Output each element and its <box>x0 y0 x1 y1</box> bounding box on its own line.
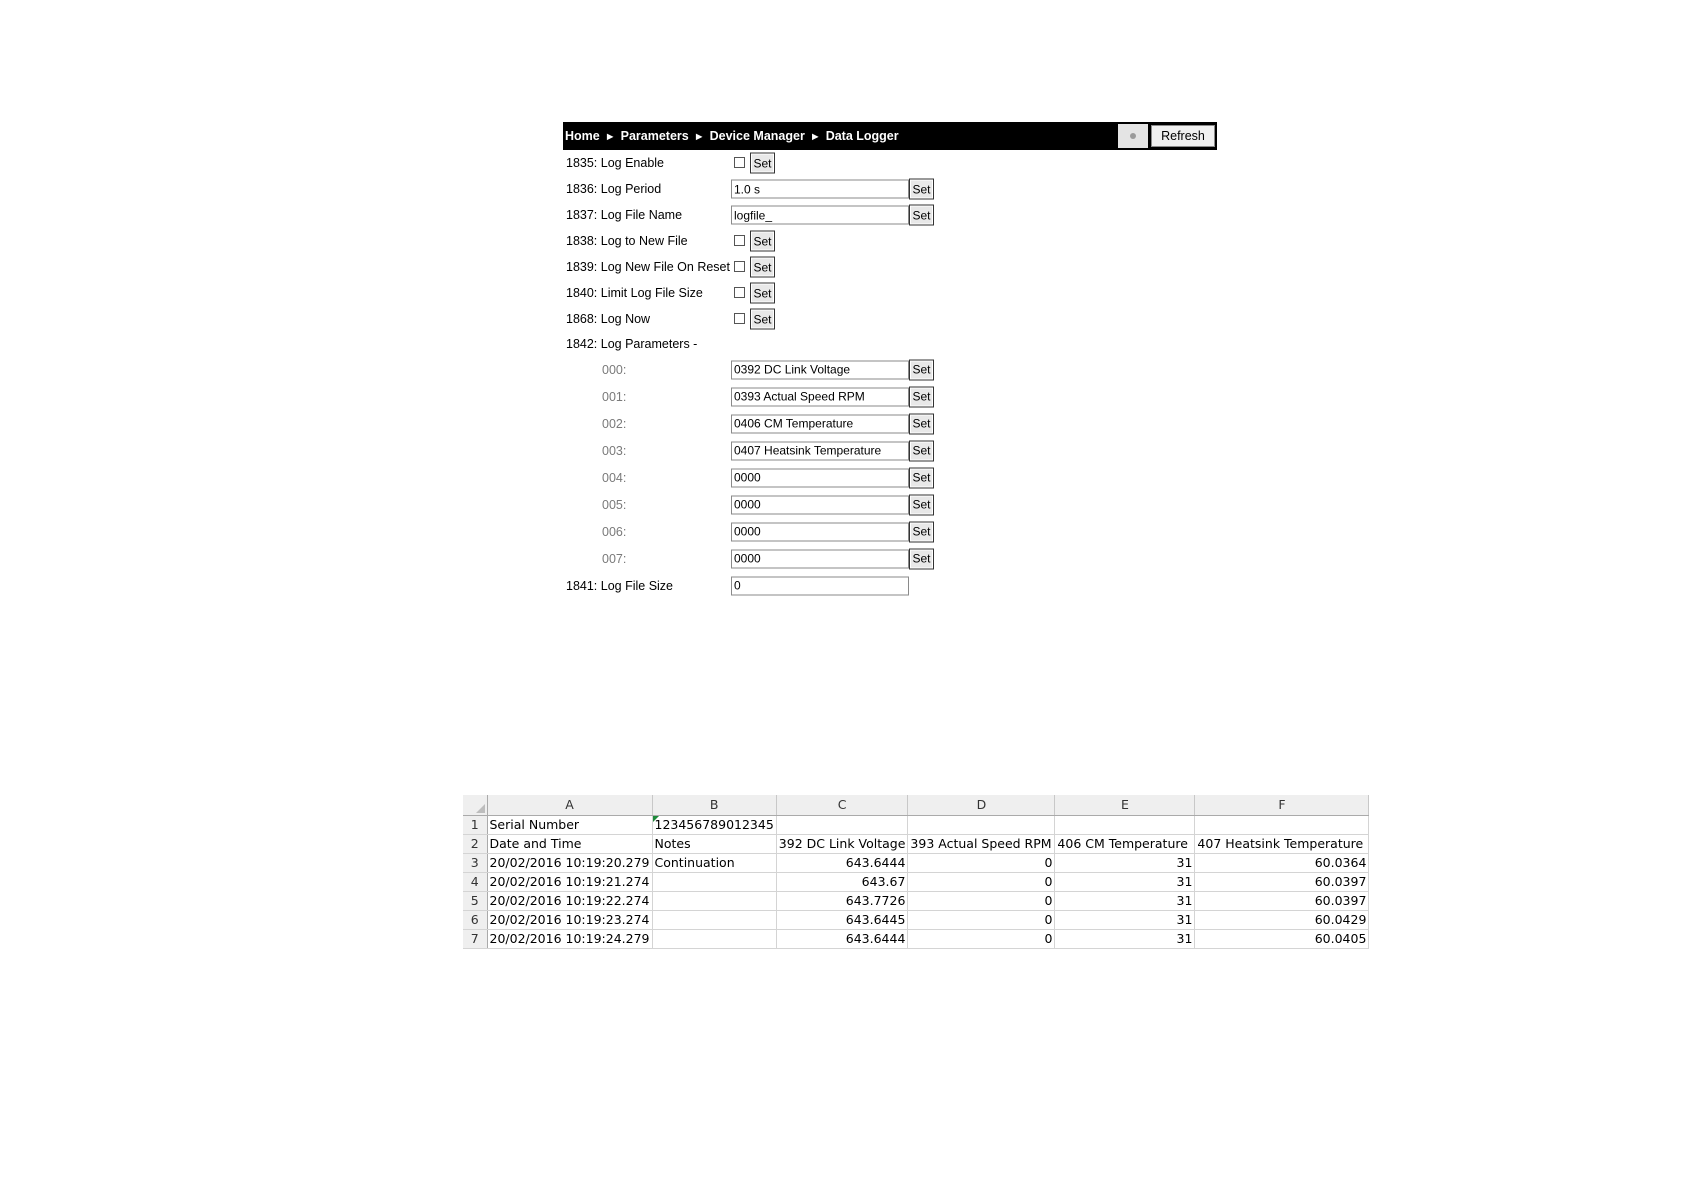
log-param-row <box>563 464 1217 491</box>
limit-log-file-size-set-button[interactable]: Set <box>750 283 775 304</box>
param-label: 1868: Log Now <box>566 312 651 326</box>
row-header[interactable]: 2 <box>463 834 487 853</box>
cell[interactable] <box>908 815 1055 834</box>
param-label: 1841: Log File Size <box>566 578 674 593</box>
breadcrumb <box>563 129 899 143</box>
param-row-log-period <box>563 176 1217 202</box>
breadcrumb-separator: ► <box>693 131 705 143</box>
cell[interactable]: 60.0405 <box>1195 929 1369 948</box>
cell[interactable] <box>652 891 776 910</box>
cell[interactable]: 123456789012345 <box>652 815 776 834</box>
column-header[interactable]: D <box>908 795 1055 815</box>
log-param-001-input[interactable] <box>731 387 909 406</box>
cell[interactable]: 643.67 <box>776 872 908 891</box>
cell[interactable]: 60.0397 <box>1195 891 1369 910</box>
log-now-set-button[interactable]: Set <box>750 309 775 330</box>
column-header[interactable]: F <box>1195 795 1369 815</box>
status-dot-icon <box>1130 133 1136 139</box>
column-header[interactable]: B <box>652 795 776 815</box>
log-param-006-input[interactable] <box>731 522 909 541</box>
log-param-index: 005: <box>602 497 627 512</box>
log-new-file-on-reset-set-button[interactable]: Set <box>750 257 775 278</box>
log-to-new-file-set-button[interactable]: Set <box>750 231 775 252</box>
param-row-log-to-new-file <box>563 228 1217 254</box>
table-row <box>463 910 1369 929</box>
breadcrumb-data-logger: Data Logger <box>825 129 899 143</box>
cell[interactable]: Notes <box>652 834 776 853</box>
spreadsheet-grid <box>463 795 1369 949</box>
log-param-row <box>563 410 1217 437</box>
cell[interactable] <box>652 929 776 948</box>
cell[interactable]: Date and Time <box>487 834 652 853</box>
cell[interactable] <box>1195 815 1369 834</box>
log-file-name-input[interactable] <box>731 206 909 225</box>
select-all-corner[interactable] <box>463 795 487 815</box>
log-file-name-set-button[interactable]: Set <box>909 205 934 226</box>
param-row-log-file-name <box>563 202 1217 228</box>
log-param-row <box>563 545 1217 572</box>
log-param-004-set-button[interactable]: Set <box>909 467 934 488</box>
refresh-button[interactable]: Refresh <box>1151 125 1215 147</box>
log-period-set-button[interactable]: Set <box>909 179 934 200</box>
log-now-checkbox[interactable] <box>734 313 745 324</box>
column-header[interactable]: C <box>776 795 908 815</box>
cell[interactable]: 0 <box>908 872 1055 891</box>
cell[interactable]: 0 <box>908 929 1055 948</box>
cell[interactable]: 60.0397 <box>1195 872 1369 891</box>
param-label: 1837: Log File Name <box>566 208 683 222</box>
table-row <box>463 815 1369 834</box>
log-param-002-set-button[interactable]: Set <box>909 413 934 434</box>
param-label: 1842: Log Parameters - <box>566 337 698 351</box>
row-header[interactable]: 4 <box>463 872 487 891</box>
log-param-003-input[interactable] <box>731 441 909 460</box>
breadcrumb-device-manager[interactable]: Device Manager <box>709 129 805 143</box>
cell[interactable]: 20/02/2016 10:19:24.279 <box>487 929 652 948</box>
data-logger-panel <box>563 122 1217 599</box>
log-param-row <box>563 437 1217 464</box>
log-param-005-input[interactable] <box>731 495 909 514</box>
log-param-001-set-button[interactable]: Set <box>909 386 934 407</box>
log-enable-checkbox[interactable] <box>734 157 745 168</box>
cell[interactable]: 20/02/2016 10:19:23.274 <box>487 910 652 929</box>
cell[interactable]: 643.6444 <box>776 853 908 872</box>
log-param-006-set-button[interactable]: Set <box>909 521 934 542</box>
log-to-new-file-checkbox[interactable] <box>734 235 745 246</box>
cell[interactable]: 407 Heatsink Temperature <box>1195 834 1369 853</box>
log-param-007-input[interactable] <box>731 549 909 568</box>
log-enable-set-button[interactable]: Set <box>750 153 775 174</box>
cell[interactable] <box>652 872 776 891</box>
table-row <box>463 929 1369 948</box>
status-indicator <box>1118 124 1148 148</box>
log-file-size-field <box>731 576 909 595</box>
param-row-log-now <box>563 306 1217 332</box>
column-header-row <box>463 795 1369 815</box>
param-label: 1838: Log to New File <box>566 234 688 248</box>
log-param-index: 002: <box>602 416 627 431</box>
cell[interactable]: 20/02/2016 10:19:22.274 <box>487 891 652 910</box>
log-param-005-set-button[interactable]: Set <box>909 494 934 515</box>
cell[interactable]: 0 <box>908 891 1055 910</box>
log-param-index: 004: <box>602 470 627 485</box>
param-row-log-parameters <box>563 332 1217 356</box>
log-param-007-set-button[interactable]: Set <box>909 548 934 569</box>
log-param-row <box>563 518 1217 545</box>
row-header[interactable]: 3 <box>463 853 487 872</box>
cell[interactable]: Serial Number <box>487 815 652 834</box>
column-header[interactable]: E <box>1055 795 1195 815</box>
table-row <box>463 853 1369 872</box>
cell[interactable]: 20/02/2016 10:19:21.274 <box>487 872 652 891</box>
log-param-000-set-button[interactable]: Set <box>909 359 934 380</box>
breadcrumb-separator: ► <box>604 131 616 143</box>
table-row <box>463 834 1369 853</box>
cell[interactable] <box>776 815 908 834</box>
param-label: 1836: Log Period <box>566 182 662 196</box>
cell[interactable]: 31 <box>1055 910 1195 929</box>
limit-log-file-size-checkbox[interactable] <box>734 287 745 298</box>
param-label: 1839: Log New File On Reset <box>566 260 730 274</box>
row-header[interactable]: 5 <box>463 891 487 910</box>
row-header[interactable]: 6 <box>463 910 487 929</box>
log-period-input[interactable] <box>731 180 909 199</box>
param-row-limit-log-file-size <box>563 280 1217 306</box>
log-param-003-set-button[interactable]: Set <box>909 440 934 461</box>
table-row <box>463 872 1369 891</box>
cell[interactable]: 393 Actual Speed RPM <box>908 834 1055 853</box>
cell[interactable]: 60.0364 <box>1195 853 1369 872</box>
param-row-log-file-size <box>563 572 1217 599</box>
cell[interactable]: 60.0429 <box>1195 910 1369 929</box>
param-label: 1835: Log Enable <box>566 156 665 170</box>
spreadsheet <box>463 795 1369 949</box>
log-param-index: 001: <box>602 389 627 404</box>
column-header[interactable]: A <box>487 795 652 815</box>
breadcrumb-parameters[interactable]: Parameters <box>620 129 689 143</box>
breadcrumb-separator: ► <box>809 131 821 143</box>
cell[interactable]: 643.7726 <box>776 891 908 910</box>
log-param-row <box>563 383 1217 410</box>
cell[interactable] <box>652 910 776 929</box>
cell[interactable]: 406 CM Temperature <box>1055 834 1195 853</box>
cell[interactable]: 31 <box>1055 929 1195 948</box>
cell[interactable] <box>1055 815 1195 834</box>
cell[interactable]: 643.6444 <box>776 929 908 948</box>
row-header[interactable]: 7 <box>463 929 487 948</box>
cell[interactable]: 0 <box>908 853 1055 872</box>
cell[interactable]: 643.6445 <box>776 910 908 929</box>
row-header[interactable]: 1 <box>463 815 487 834</box>
log-param-index: 003: <box>602 443 627 458</box>
log-param-000-input[interactable] <box>731 360 909 379</box>
cell[interactable]: 392 DC Link Voltage <box>776 834 908 853</box>
log-param-004-input[interactable] <box>731 468 909 487</box>
param-label: 1840: Limit Log File Size <box>566 286 703 300</box>
log-param-row <box>563 491 1217 518</box>
log-param-row <box>563 356 1217 383</box>
nav-bar <box>563 122 1217 150</box>
cell[interactable]: Continuation <box>652 853 776 872</box>
param-row-log-new-file-on-reset <box>563 254 1217 280</box>
param-row-log-enable <box>563 150 1217 176</box>
cell[interactable]: 0 <box>908 910 1055 929</box>
log-param-index: 000: <box>602 362 627 377</box>
breadcrumb-home[interactable]: Home <box>565 129 600 143</box>
table-row <box>463 891 1369 910</box>
cell[interactable]: 20/02/2016 10:19:20.279 <box>487 853 652 872</box>
cell[interactable]: 31 <box>1055 872 1195 891</box>
log-param-002-input[interactable] <box>731 414 909 433</box>
cell[interactable]: 31 <box>1055 853 1195 872</box>
cell[interactable]: 31 <box>1055 891 1195 910</box>
log-param-index: 007: <box>602 551 627 566</box>
log-new-file-on-reset-checkbox[interactable] <box>734 261 745 272</box>
log-param-index: 006: <box>602 524 627 539</box>
